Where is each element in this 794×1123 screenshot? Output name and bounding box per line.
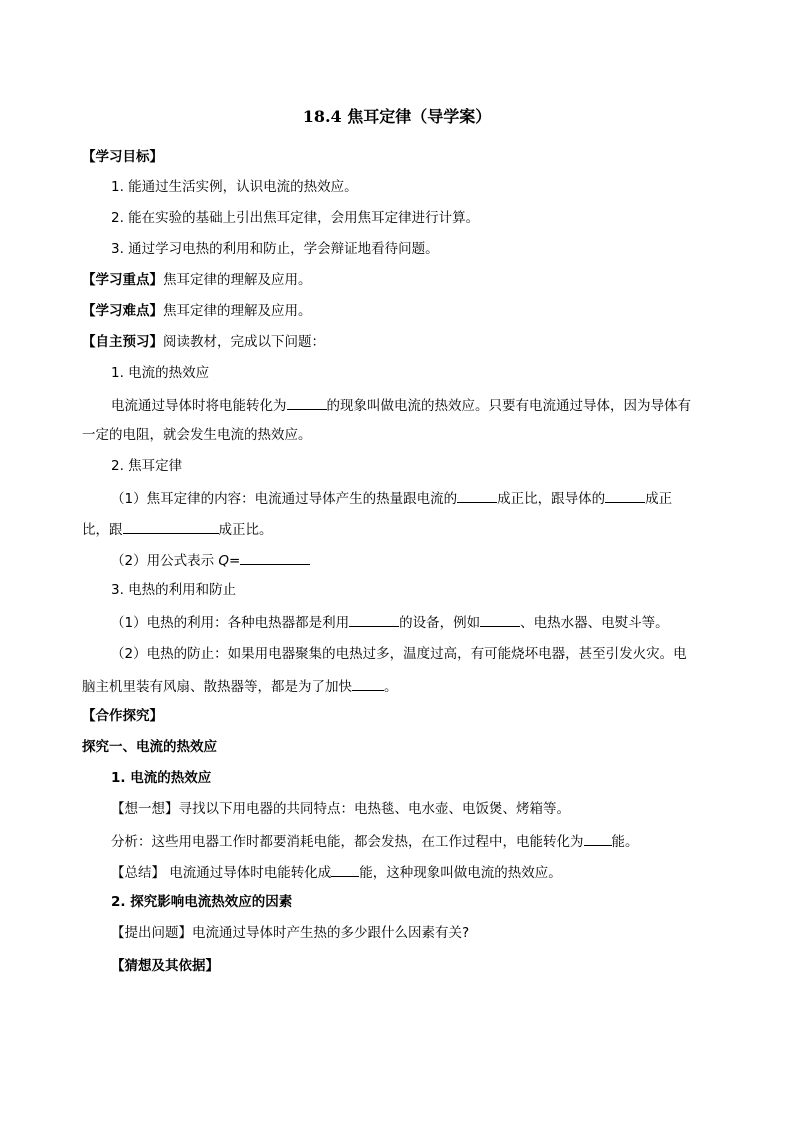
text-span: 寻找以下用电器的共同特点：电热毯、电水壶、电饭煲、烤箱等。 bbox=[178, 801, 570, 817]
fill-blank[interactable] bbox=[123, 519, 219, 534]
text-span: 能，这种现象叫做电流的热效应。 bbox=[359, 865, 562, 881]
text-span: 、电热水器、电熨斗等。 bbox=[520, 615, 669, 631]
formula-variable: Q bbox=[218, 553, 230, 569]
preview-line bbox=[82, 333, 325, 351]
ask-line bbox=[111, 924, 469, 942]
text-span: 电流通过导体时产生热的多少跟什么因素有关? bbox=[192, 925, 470, 941]
guess-heading: 【猜想及其依据】 bbox=[111, 958, 219, 974]
section-heading: 3. 电热的利用和防止 bbox=[111, 582, 237, 598]
fill-blank[interactable] bbox=[349, 612, 399, 627]
objectives-heading: 【学习目标】 bbox=[82, 149, 163, 165]
difficulty-text: 焦耳定律的理解及应用。 bbox=[163, 303, 312, 319]
section-heading: 2. 焦耳定律 bbox=[111, 458, 183, 474]
objective-item: 2. 能在实验的基础上引出焦耳定律，会用焦耳定律进行计算。 bbox=[111, 210, 480, 226]
paragraph-line bbox=[111, 612, 669, 632]
text-span: 。 bbox=[384, 679, 398, 695]
paragraph-line bbox=[82, 519, 273, 539]
fill-blank[interactable] bbox=[352, 676, 384, 691]
key-point-label: 【学习重点】 bbox=[82, 272, 163, 288]
fill-blank[interactable] bbox=[480, 612, 520, 627]
text-span: （1）焦耳定律的内容：电流通过导体产生的热量跟电流的 bbox=[111, 491, 458, 507]
paragraph-line bbox=[82, 676, 398, 696]
section-heading: 1. 电流的热效应 bbox=[111, 365, 210, 381]
text-span: 的设备，例如 bbox=[399, 615, 481, 631]
inquiry-heading: 探究一、电流的热效应 bbox=[82, 739, 217, 755]
key-point-text: 焦耳定律的理解及应用。 bbox=[163, 272, 312, 288]
difficulty-line bbox=[82, 302, 312, 320]
text-span: 成正比。 bbox=[218, 522, 273, 538]
text-span: 脑主机里装有风扇、散热器等，都是为了加快 bbox=[82, 679, 352, 695]
sub-heading: 1. 电流的热效应 bbox=[111, 770, 212, 786]
page-title: 18.4 焦耳定律（导学案） bbox=[302, 107, 492, 126]
preview-text: 阅读教材，完成以下问题： bbox=[163, 334, 325, 350]
paragraph-line bbox=[111, 488, 672, 508]
fill-blank[interactable] bbox=[240, 550, 310, 565]
key-point-line bbox=[82, 271, 312, 289]
text-span: 电流通过导体时将电能转化为 bbox=[111, 398, 287, 414]
think-line bbox=[111, 800, 570, 818]
sub-heading: 2. 探究影响电流热效应的因素 bbox=[111, 894, 293, 910]
think-label: 【想一想】 bbox=[111, 801, 179, 817]
paragraph-line: 一定的电阻，就会发生电流的热效应。 bbox=[82, 427, 312, 443]
text-span: 分析：这些用电器工作时都要消耗电能，都会发热，在工作过程中，电能转化为 bbox=[111, 834, 584, 850]
analysis-line bbox=[111, 831, 639, 851]
objective-item: 3. 通过学习电热的利用和防止，学会辩证地看待问题。 bbox=[111, 241, 439, 257]
summary-label: 【总结】 bbox=[111, 865, 165, 881]
text-span: （2）用公式表示 bbox=[111, 553, 215, 569]
text-span: 的现象叫做电流的热效应。只要有电流通过导体，因为导体有 bbox=[326, 398, 691, 414]
text-span: 电流通过导体时电能转化成 bbox=[165, 865, 332, 881]
paragraph-line bbox=[111, 550, 310, 570]
text-span: 成正比，跟导体的 bbox=[497, 491, 606, 507]
coop-heading: 【合作探究】 bbox=[82, 708, 163, 724]
fill-blank[interactable] bbox=[605, 488, 645, 503]
text-span: = bbox=[229, 553, 241, 569]
objective-item: 1. 能通过生活实例，认识电流的热效应。 bbox=[111, 179, 358, 195]
paragraph-line bbox=[111, 395, 691, 415]
text-span: 成正 bbox=[645, 491, 673, 507]
difficulty-label: 【学习难点】 bbox=[82, 303, 163, 319]
fill-blank[interactable] bbox=[457, 488, 497, 503]
fill-blank[interactable] bbox=[331, 862, 359, 877]
summary-line bbox=[111, 862, 562, 882]
text-span: 能。 bbox=[611, 834, 639, 850]
text-span: （1）电热的利用：各种电热器都是利用 bbox=[111, 615, 350, 631]
fill-blank[interactable] bbox=[287, 395, 327, 410]
text-span: 比，跟 bbox=[82, 522, 123, 538]
paragraph-line: （2）电热的防止：如果用电器聚集的电热过多，温度过高，有可能烧坏电器，甚至引发火灾。电 bbox=[111, 646, 687, 662]
preview-label: 【自主预习】 bbox=[82, 334, 163, 350]
ask-label: 【提出问题】 bbox=[111, 925, 192, 941]
fill-blank[interactable] bbox=[584, 831, 612, 846]
